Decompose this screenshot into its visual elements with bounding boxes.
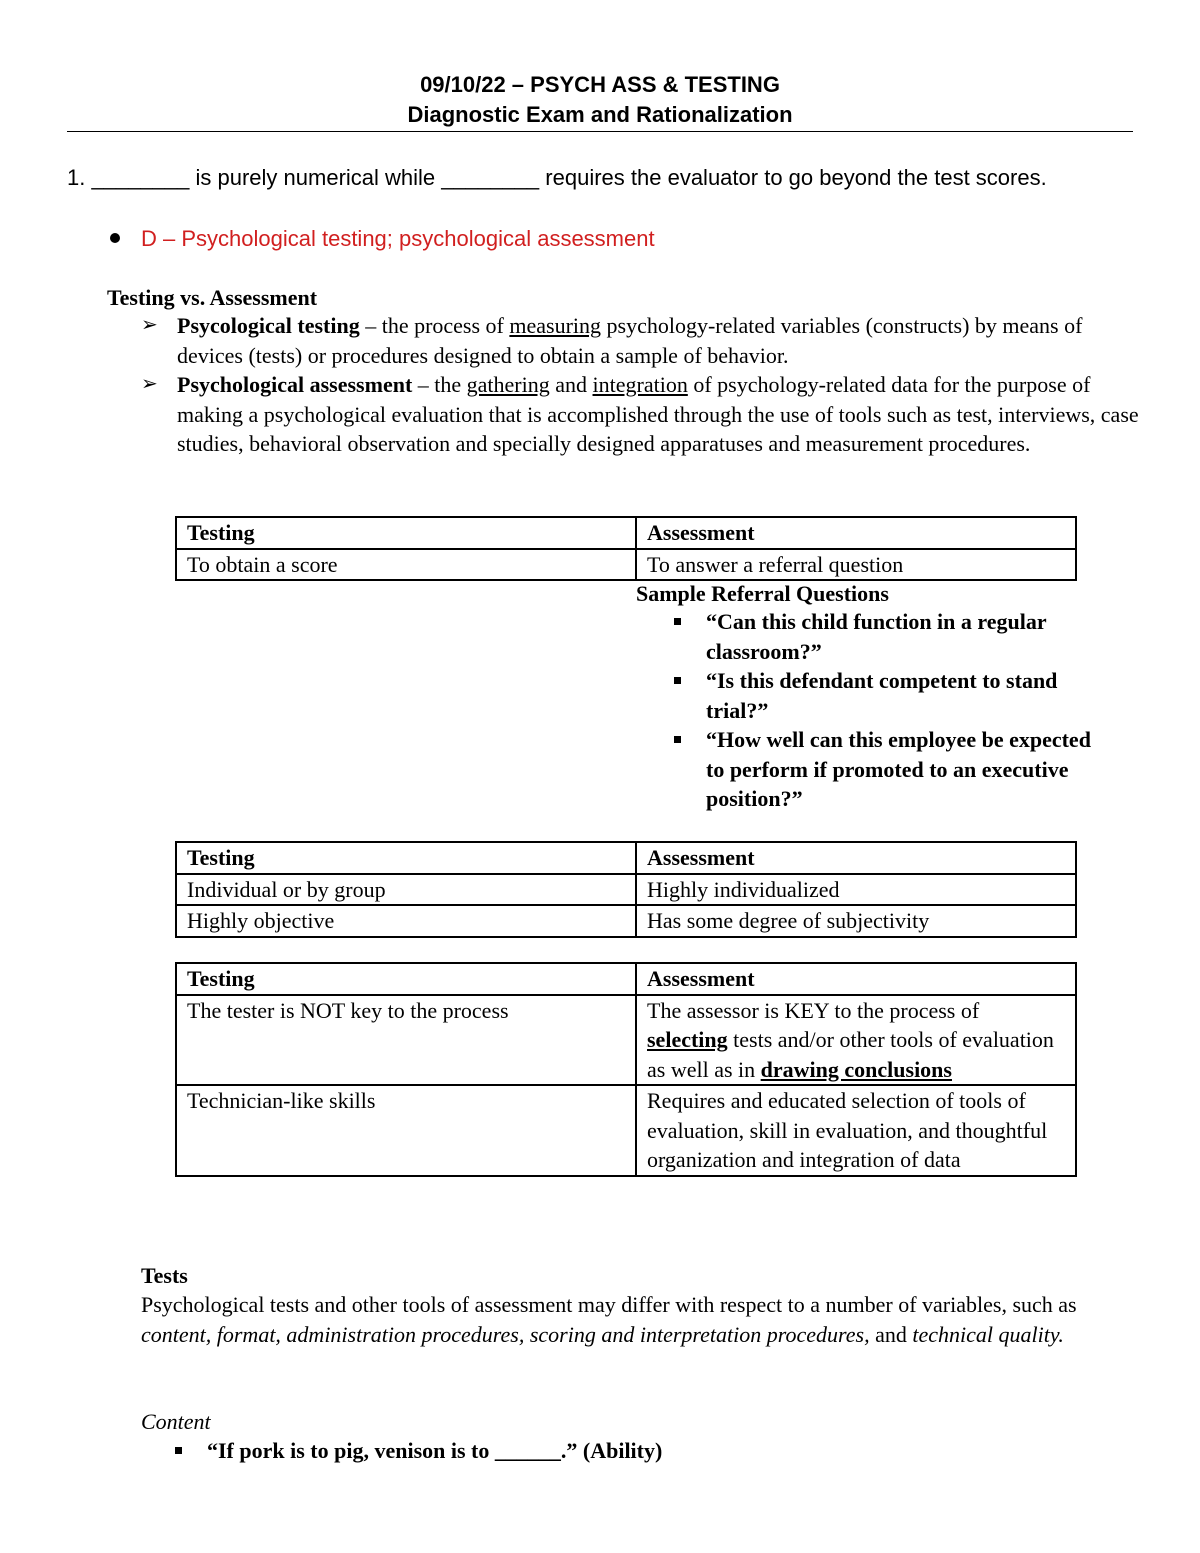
question-1 [67,163,1107,192]
arrow-bullet-icon: ➢ [141,314,158,336]
definition-text: psychology-related variables (constructs) by means of devices (tests) or procedures designed to obtain a sample of behavior. [177,313,1083,368]
table-cell [636,995,1076,1086]
comparison-table-1 [175,516,1077,581]
table-cell: Technician-like skills [176,1085,636,1176]
list-item [674,666,1094,725]
table-cell: Highly individualized [636,874,1076,906]
table-header-cell: Assessment [636,963,1076,995]
question-blank-2: ________ [441,165,540,190]
cell-emphasis: selecting [647,1027,728,1052]
definition-text: – the process of [365,313,504,338]
definition-term: Psychological assessment [177,372,413,397]
table-header-row [176,963,1076,995]
table-cell: Individual or by group [176,874,636,906]
table-cell: The tester is NOT key to the process [176,995,636,1086]
section-heading-testing-vs-assessment: Testing vs. Assessment [107,285,318,310]
paragraph-italic: content, format, administration procedures, scoring and interpretation procedures, [141,1321,870,1347]
question-1-answer [67,224,1067,253]
definition-text: of psychology-related data for the purpose of making a psychological evaluation that is accomplished through the use of tools such as test, interviews, case studies, behavioral observation and specially designed apparatuses and measurement procedures. [177,372,1139,456]
table-row [176,995,1076,1086]
section-heading-tests: Tests [141,1263,188,1288]
table-header-cell: Testing [176,517,636,549]
question-blank-1: ________ [91,165,190,190]
definition-underlined: measuring [509,313,602,338]
list-item [674,725,1094,814]
table-header-cell: Assessment [636,517,1076,549]
tests-paragraph [141,1290,1081,1349]
table-cell: Has some degree of subjectivity [636,905,1076,937]
question-number: 1. [67,165,86,190]
table-header-cell: Assessment [636,842,1076,874]
table-cell: Requires and educated selection of tools of evaluation, skill in evaluation, and thoughtful organization and integration of data [636,1085,1076,1176]
square-bullet-icon [674,736,681,743]
table-row [176,874,1076,906]
table-row [176,549,1076,581]
table-cell: Highly objective [176,905,636,937]
square-bullet-icon [674,677,681,684]
comparison-table-3 [175,962,1077,1177]
table-header-row [176,517,1076,549]
cell-text: tests and/or other tools of evaluation as well as in [647,1027,1054,1082]
table-header-cell: Testing [176,842,636,874]
definition-testing [141,311,1141,370]
arrow-bullet-icon: ➢ [141,373,158,395]
header-subtitle: Diagnostic Exam and Rationalization [407,102,793,127]
table-cell: To obtain a score [176,549,636,581]
document-header [0,70,1200,130]
subheading-content: Content [141,1409,211,1434]
table-row [176,905,1076,937]
cell-emphasis: drawing conclusions [760,1056,952,1082]
answer-text: D – Psychological testing; psychological assessment [141,226,655,251]
referral-questions-title: Sample Referral Questions [636,581,889,606]
content-example: “If pork is to pig, venison is to ______.” (Ability) [207,1438,663,1463]
list-item [674,607,1094,666]
definition-underlined: gathering [466,372,550,397]
comparison-table-2 [175,841,1077,938]
referral-question: “Can this child function in a regular classroom?” [706,609,1047,664]
definition-term: Psycological testing [177,313,360,338]
definition-text: and [555,372,588,397]
definition-underlined: integration [592,372,688,397]
question-text-part2: requires the evaluator to go beyond the test scores. [545,165,1047,190]
table-cell: To answer a referral question [636,549,1076,581]
bullet-icon [110,233,120,243]
table-header-row [176,842,1076,874]
table-header-cell: Testing [176,963,636,995]
square-bullet-icon [674,618,681,625]
definition-assessment [141,370,1141,459]
paragraph-italic: technical quality. [912,1321,1064,1347]
square-bullet-icon [175,1447,182,1454]
paragraph-text: and [875,1321,907,1347]
header-divider [67,131,1133,132]
question-text-part1: is purely numerical while [195,165,436,190]
table-row [176,1085,1076,1176]
cell-text: The assessor is KEY to the process of [647,997,980,1023]
paragraph-text: Psychological tests and other tools of assessment may differ with respect to a number of variables, such as [141,1292,1077,1317]
header-title: 09/10/22 – PSYCH ASS & TESTING [420,72,780,97]
referral-question: “How well can this employee be expected to perform if promoted to an executive position?” [706,727,1091,811]
list-item [175,1436,875,1465]
referral-question: “Is this defendant competent to stand trial?” [706,668,1058,723]
definition-text: – the [417,372,462,397]
